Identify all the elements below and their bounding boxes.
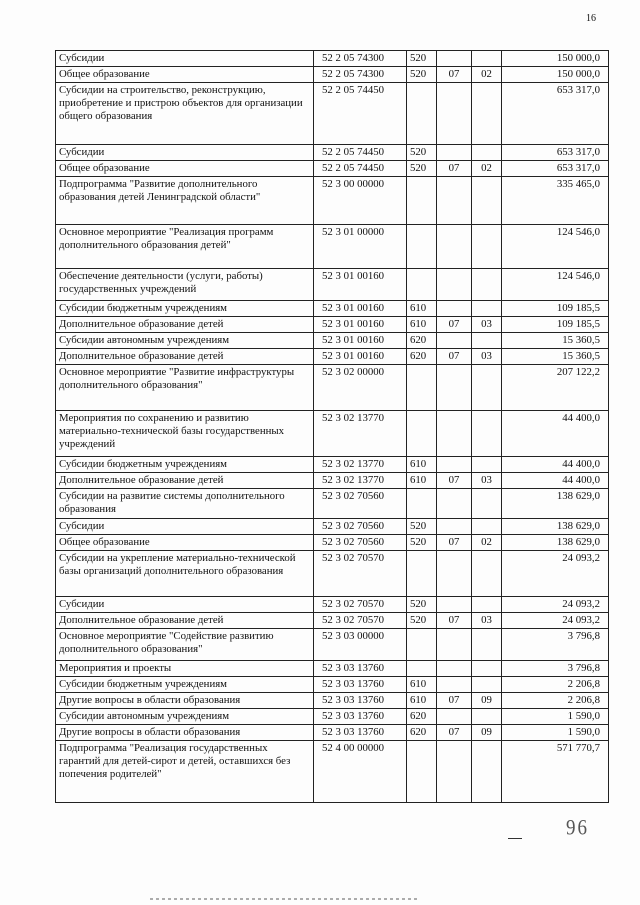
row-rz-cell (437, 489, 472, 519)
row-sum-cell: 24 093,2 (502, 597, 609, 613)
row-code-cell: 52 3 01 00160 (314, 317, 407, 333)
row-code-cell: 52 3 02 70560 (314, 535, 407, 551)
row-code-cell: 52 3 01 00000 (314, 225, 407, 269)
row-sum-cell: 207 122,2 (502, 365, 609, 411)
row-rz-cell: 07 (437, 725, 472, 741)
row-code-cell: 52 2 05 74450 (314, 83, 407, 145)
row-vr-cell: 610 (407, 457, 437, 473)
row-code-cell: 52 3 02 70570 (314, 597, 407, 613)
table-row (56, 317, 609, 333)
table-row (56, 333, 609, 349)
row-name-cell: Подпрограмма "Реализация государственных гарантий для детей-сирот и детей, оставшихся без попечения родителей" (56, 741, 314, 803)
row-sum-cell: 653 317,0 (502, 161, 609, 177)
row-pr-cell (472, 551, 502, 597)
row-name-cell: Субсидии на развитие системы дополнительного образования (56, 489, 314, 519)
row-name-cell: Субсидии бюджетным учреждениям (56, 677, 314, 693)
row-vr-cell (407, 411, 437, 457)
table-row (56, 535, 609, 551)
row-sum-cell: 15 360,5 (502, 333, 609, 349)
row-rz-cell: 07 (437, 473, 472, 489)
row-code-cell: 52 2 05 74450 (314, 161, 407, 177)
row-rz-cell (437, 333, 472, 349)
row-sum-cell: 44 400,0 (502, 411, 609, 457)
row-pr-cell (472, 411, 502, 457)
row-code-cell: 52 3 03 13760 (314, 693, 407, 709)
row-code-cell: 52 3 03 13760 (314, 661, 407, 677)
row-rz-cell (437, 269, 472, 301)
row-name-cell: Основное мероприятие "Развитие инфраструктуры дополнительного образования" (56, 365, 314, 411)
row-pr-cell: 03 (472, 349, 502, 365)
row-pr-cell (472, 489, 502, 519)
row-rz-cell (437, 597, 472, 613)
row-code-cell: 52 3 00 00000 (314, 177, 407, 225)
row-vr-cell: 520 (407, 519, 437, 535)
row-rz-cell (437, 83, 472, 145)
footer-dash (508, 838, 522, 839)
row-sum-cell: 44 400,0 (502, 457, 609, 473)
row-pr-cell (472, 269, 502, 301)
row-pr-cell (472, 677, 502, 693)
table-row (56, 661, 609, 677)
row-code-cell: 52 2 05 74300 (314, 67, 407, 83)
table-row (56, 365, 609, 411)
row-pr-cell (472, 83, 502, 145)
row-sum-cell: 1 590,0 (502, 725, 609, 741)
row-rz-cell (437, 225, 472, 269)
row-vr-cell (407, 225, 437, 269)
row-vr-cell (407, 551, 437, 597)
row-vr-cell: 620 (407, 333, 437, 349)
table-row (56, 349, 609, 365)
row-vr-cell: 610 (407, 693, 437, 709)
row-pr-cell (472, 597, 502, 613)
row-code-cell: 52 3 01 00160 (314, 349, 407, 365)
row-name-cell: Мероприятия и проекты (56, 661, 314, 677)
row-pr-cell (472, 177, 502, 225)
row-vr-cell: 610 (407, 677, 437, 693)
row-name-cell: Основное мероприятие "Содействие развитию дополнительного образования" (56, 629, 314, 661)
row-pr-cell: 03 (472, 613, 502, 629)
row-name-cell: Субсидии на строительство, реконструкцию, приобретение и пристрою объектов для организации общего образования (56, 83, 314, 145)
row-vr-cell (407, 489, 437, 519)
row-pr-cell (472, 629, 502, 661)
row-sum-cell: 138 629,0 (502, 489, 609, 519)
row-name-cell: Субсидии автономным учреждениям (56, 333, 314, 349)
row-code-cell: 52 3 01 00160 (314, 269, 407, 301)
table-row (56, 677, 609, 693)
row-sum-cell: 571 770,7 (502, 741, 609, 803)
row-name-cell: Общее образование (56, 161, 314, 177)
row-code-cell: 52 3 02 70560 (314, 519, 407, 535)
row-sum-cell: 44 400,0 (502, 473, 609, 489)
row-rz-cell (437, 301, 472, 317)
row-code-cell: 52 3 03 13760 (314, 725, 407, 741)
table-row (56, 411, 609, 457)
row-rz-cell (437, 145, 472, 161)
row-sum-cell: 109 185,5 (502, 317, 609, 333)
row-name-cell: Субсидии бюджетным учреждениям (56, 457, 314, 473)
row-rz-cell (437, 519, 472, 535)
row-name-cell: Подпрограмма "Развитие дополнительного образования детей Ленинградской области" (56, 177, 314, 225)
scan-bottom-edge (150, 898, 420, 900)
row-vr-cell: 520 (407, 145, 437, 161)
row-sum-cell: 138 629,0 (502, 535, 609, 551)
table-row (56, 51, 609, 67)
row-code-cell: 52 3 03 00000 (314, 629, 407, 661)
row-pr-cell: 02 (472, 535, 502, 551)
table-row (56, 709, 609, 725)
row-code-cell: 52 3 01 00160 (314, 301, 407, 317)
table-row (56, 457, 609, 473)
row-name-cell: Субсидии (56, 519, 314, 535)
row-vr-cell: 610 (407, 301, 437, 317)
row-sum-cell: 653 317,0 (502, 83, 609, 145)
row-sum-cell: 3 796,8 (502, 629, 609, 661)
row-code-cell: 52 3 02 70560 (314, 489, 407, 519)
row-vr-cell: 620 (407, 725, 437, 741)
row-name-cell: Другие вопросы в области образования (56, 693, 314, 709)
table-row (56, 519, 609, 535)
table-row (56, 67, 609, 83)
row-name-cell: Общее образование (56, 535, 314, 551)
row-name-cell: Общее образование (56, 67, 314, 83)
row-code-cell: 52 3 02 70570 (314, 613, 407, 629)
row-sum-cell: 138 629,0 (502, 519, 609, 535)
row-rz-cell (437, 51, 472, 67)
row-rz-cell: 07 (437, 349, 472, 365)
table-row (56, 629, 609, 661)
row-name-cell: Дополнительное образование детей (56, 349, 314, 365)
row-name-cell: Субсидии автономным учреждениям (56, 709, 314, 725)
row-rz-cell: 07 (437, 67, 472, 83)
row-code-cell: 52 4 00 00000 (314, 741, 407, 803)
row-sum-cell: 150 000,0 (502, 51, 609, 67)
row-rz-cell: 07 (437, 161, 472, 177)
row-rz-cell: 07 (437, 317, 472, 333)
row-name-cell: Дополнительное образование детей (56, 473, 314, 489)
handwritten-page-stamp: 96 (566, 816, 589, 841)
row-pr-cell (472, 365, 502, 411)
row-pr-cell (472, 333, 502, 349)
row-rz-cell (437, 177, 472, 225)
row-name-cell: Дополнительное образование детей (56, 317, 314, 333)
row-sum-cell: 3 796,8 (502, 661, 609, 677)
row-pr-cell: 02 (472, 161, 502, 177)
row-pr-cell (472, 145, 502, 161)
row-rz-cell: 07 (437, 535, 472, 551)
row-rz-cell: 07 (437, 613, 472, 629)
table-row (56, 613, 609, 629)
row-vr-cell: 520 (407, 597, 437, 613)
row-rz-cell (437, 457, 472, 473)
row-name-cell: Субсидии (56, 597, 314, 613)
table-row (56, 597, 609, 613)
row-rz-cell (437, 677, 472, 693)
row-vr-cell (407, 629, 437, 661)
table-row (56, 301, 609, 317)
table-row (56, 693, 609, 709)
row-sum-cell: 15 360,5 (502, 349, 609, 365)
page-number: 16 (586, 13, 596, 24)
row-sum-cell: 1 590,0 (502, 709, 609, 725)
row-rz-cell (437, 661, 472, 677)
row-name-cell: Обеспечение деятельности (услуги, работы) государственных учреждений (56, 269, 314, 301)
row-vr-cell (407, 83, 437, 145)
row-code-cell: 52 3 02 70570 (314, 551, 407, 597)
row-pr-cell (472, 51, 502, 67)
row-pr-cell (472, 457, 502, 473)
row-name-cell: Субсидии бюджетным учреждениям (56, 301, 314, 317)
row-pr-cell (472, 225, 502, 269)
row-code-cell: 52 3 02 13770 (314, 473, 407, 489)
row-name-cell: Другие вопросы в области образования (56, 725, 314, 741)
table-row (56, 225, 609, 269)
table-row (56, 161, 609, 177)
row-vr-cell: 520 (407, 67, 437, 83)
row-code-cell: 52 3 01 00160 (314, 333, 407, 349)
table-body (56, 51, 609, 803)
budget-table (55, 50, 609, 803)
row-sum-cell: 124 546,0 (502, 269, 609, 301)
row-sum-cell: 150 000,0 (502, 67, 609, 83)
row-rz-cell (437, 365, 472, 411)
row-pr-cell: 03 (472, 317, 502, 333)
row-vr-cell: 520 (407, 161, 437, 177)
row-vr-cell: 520 (407, 535, 437, 551)
row-pr-cell (472, 519, 502, 535)
table-row (56, 83, 609, 145)
row-rz-cell (437, 741, 472, 803)
row-vr-cell (407, 269, 437, 301)
row-vr-cell: 610 (407, 473, 437, 489)
row-name-cell: Субсидии на укрепление материально-технической базы организаций дополнительного образования (56, 551, 314, 597)
table-row (56, 551, 609, 597)
row-code-cell: 52 2 05 74450 (314, 145, 407, 161)
row-pr-cell: 09 (472, 693, 502, 709)
row-code-cell: 52 3 03 13760 (314, 709, 407, 725)
row-sum-cell: 2 206,8 (502, 677, 609, 693)
row-sum-cell: 2 206,8 (502, 693, 609, 709)
row-pr-cell (472, 741, 502, 803)
row-sum-cell: 109 185,5 (502, 301, 609, 317)
table-row (56, 269, 609, 301)
row-pr-cell (472, 709, 502, 725)
row-sum-cell: 24 093,2 (502, 613, 609, 629)
row-code-cell: 52 3 03 13760 (314, 677, 407, 693)
row-pr-cell (472, 301, 502, 317)
row-sum-cell: 653 317,0 (502, 145, 609, 161)
row-vr-cell (407, 661, 437, 677)
row-pr-cell: 03 (472, 473, 502, 489)
row-name-cell: Дополнительное образование детей (56, 613, 314, 629)
table-row (56, 741, 609, 803)
row-rz-cell (437, 411, 472, 457)
row-name-cell: Мероприятия по сохранению и развитию материально-технической базы государственных учреждений (56, 411, 314, 457)
row-vr-cell: 610 (407, 317, 437, 333)
row-code-cell: 52 3 02 00000 (314, 365, 407, 411)
row-name-cell: Основное мероприятие "Реализация программ дополнительного образования детей" (56, 225, 314, 269)
table-row (56, 489, 609, 519)
row-sum-cell: 24 093,2 (502, 551, 609, 597)
row-name-cell: Субсидии (56, 145, 314, 161)
row-pr-cell: 09 (472, 725, 502, 741)
row-rz-cell (437, 629, 472, 661)
row-code-cell: 52 2 05 74300 (314, 51, 407, 67)
row-sum-cell: 124 546,0 (502, 225, 609, 269)
row-pr-cell: 02 (472, 67, 502, 83)
row-sum-cell: 335 465,0 (502, 177, 609, 225)
row-vr-cell (407, 365, 437, 411)
row-vr-cell (407, 741, 437, 803)
row-pr-cell (472, 661, 502, 677)
row-vr-cell: 520 (407, 613, 437, 629)
table-row (56, 725, 609, 741)
row-vr-cell: 620 (407, 709, 437, 725)
row-vr-cell: 520 (407, 51, 437, 67)
row-vr-cell (407, 177, 437, 225)
row-code-cell: 52 3 02 13770 (314, 457, 407, 473)
row-code-cell: 52 3 02 13770 (314, 411, 407, 457)
table-row (56, 177, 609, 225)
row-rz-cell (437, 551, 472, 597)
table-row (56, 145, 609, 161)
row-rz-cell (437, 709, 472, 725)
row-vr-cell: 620 (407, 349, 437, 365)
row-rz-cell: 07 (437, 693, 472, 709)
row-name-cell: Субсидии (56, 51, 314, 67)
table-row (56, 473, 609, 489)
